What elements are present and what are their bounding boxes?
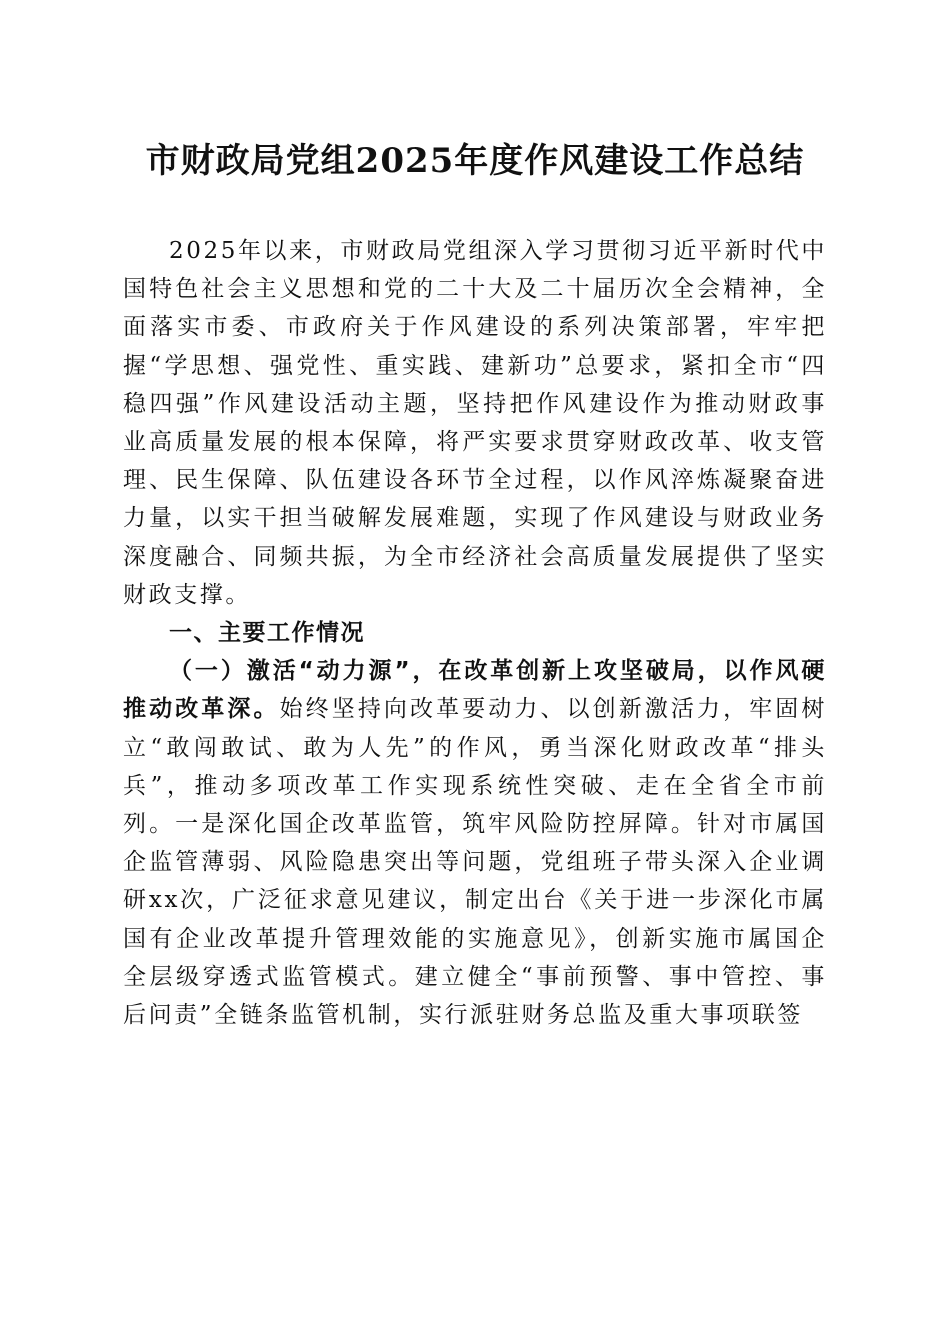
document-body — [123, 232, 827, 1034]
subsection-paragraph — [123, 652, 827, 1034]
subsection-heading: （一）激活“动力源”，在改革创新上攻坚破局，以作风硬推动改革深。 — [123, 658, 827, 723]
subsection-body: 始终坚持向改革要动力、以创新激活力，牢固树立“敢闯敢试、敢为人先”的作风，勇当深化财政改革“排头兵”，推动多项改革工作实现系统性突破、走在全省全市前列。一是深化国企改革监管，筑牢风险防控屏障。针对市属国企监管薄弱、风险隐患突出等问题，党组班子带头深入企业调研xx次，广泛征求意见建议，制定出台《关于进一步深化市属国有企业改革提升管理效能的实施意见》，创新实施市属国企全层级穿透式监管模式。建立健全“事前预警、事中管控、事后问责”全链条监管机制，实行派驻财务总监及重大事项联签 — [123, 696, 827, 1029]
intro-paragraph: 2025年以来，市财政局党组深入学习贯彻习近平新时代中国特色社会主义思想和党的二十大及二十届历次全会精神，全面落实市委、市政府关于作风建设的系列决策部署，牢牢把握“学思想、强党性、重实践、建新功”总要求，紧扣全市“四稳四强”作风建设活动主题，坚持把作风建设作为推动财政事业高质量发展的根本保障，将严实要求贯穿财政改革、收支管理、民生保障、队伍建设各环节全过程，以作风淬炼凝聚奋进力量，以实干担当破解发展难题，实现了作风建设与财政业务深度融合、同频共振，为全市经济社会高质量发展提供了坚实财政支撑。 — [123, 238, 827, 608]
document-title: 市财政局党组2025年度作风建设工作总结 — [145, 141, 805, 181]
section-heading: 一、主要工作情况 — [169, 620, 365, 647]
